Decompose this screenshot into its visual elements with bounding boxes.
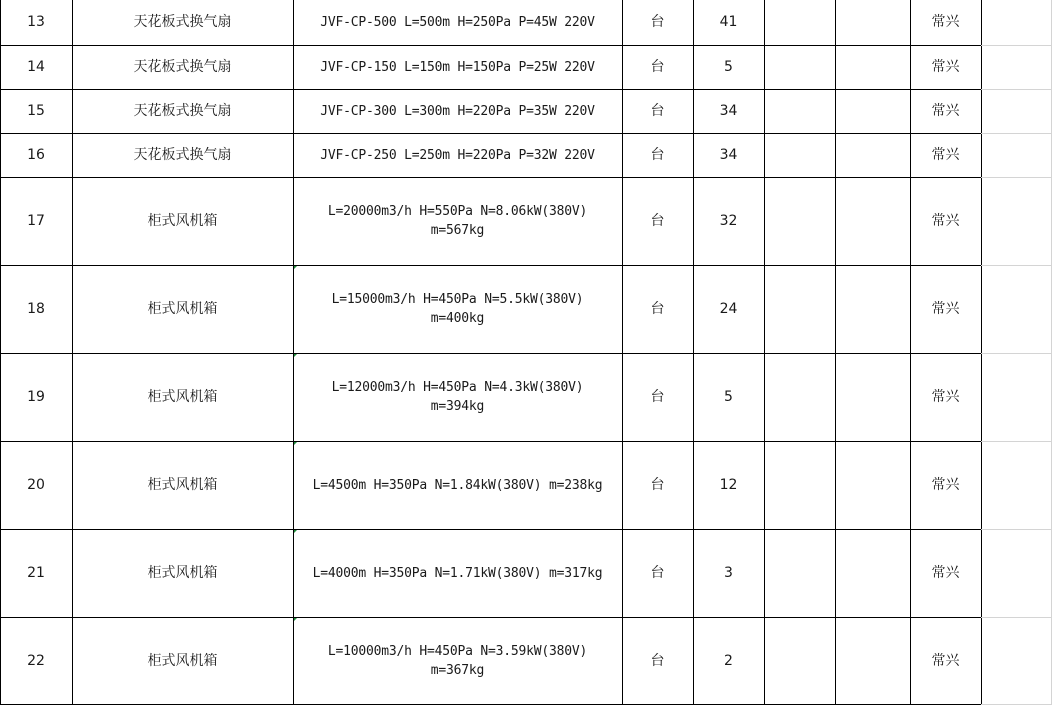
grid-line: [981, 529, 1052, 530]
empty-cell[interactable]: [764, 45, 835, 89]
empty-cell[interactable]: [764, 177, 835, 265]
spec-cell[interactable]: L=10000m3/h H=450Pa N=3.59kW(380V) m=367kg: [327, 644, 595, 678]
brand-cell[interactable]: 常兴: [931, 564, 960, 581]
item-name-cell[interactable]: 天花板式换气扇: [133, 146, 232, 163]
grid-line: [0, 441, 981, 442]
empty-cell[interactable]: [835, 89, 910, 133]
empty-cell[interactable]: [835, 177, 910, 265]
empty-cell[interactable]: [764, 265, 835, 353]
empty-cell[interactable]: [835, 617, 910, 705]
item-name-cell[interactable]: 柜式风机箱: [147, 564, 218, 581]
quantity-cell[interactable]: 24: [719, 300, 738, 317]
grid-line: [981, 617, 1052, 618]
row-number-cell[interactable]: 17: [27, 212, 45, 229]
row-number-cell[interactable]: 13: [27, 14, 45, 30]
empty-cell[interactable]: [835, 529, 910, 617]
table-row: [0, 441, 1052, 529]
spec-cell[interactable]: L=20000m3/h H=550Pa N=8.06kW(380V) m=567kg: [327, 204, 595, 238]
empty-cell[interactable]: [835, 45, 910, 89]
empty-cell[interactable]: [764, 0, 835, 45]
item-name-cell[interactable]: 天花板式换气扇: [133, 58, 232, 75]
spec-cell[interactable]: JVF-CP-150 L=150m H=150Pa P=25W 220V: [320, 59, 595, 75]
quantity-cell[interactable]: 41: [719, 14, 738, 30]
spec-cell[interactable]: L=4500m H=350Pa N=1.84kW(380V) m=238kg: [312, 477, 603, 493]
quantity-cell[interactable]: 12: [719, 476, 738, 493]
table-row: [0, 353, 1052, 441]
unit-cell[interactable]: 台: [650, 14, 665, 30]
brand-cell[interactable]: 常兴: [931, 388, 960, 405]
grid-line: [0, 133, 981, 134]
empty-cell[interactable]: [764, 441, 835, 529]
empty-cell[interactable]: [981, 45, 1052, 89]
row-number-cell[interactable]: 16: [27, 146, 45, 163]
empty-cell[interactable]: [981, 265, 1052, 353]
empty-cell[interactable]: [764, 89, 835, 133]
grid-line: [981, 353, 1052, 354]
table-row: [0, 617, 1052, 705]
quantity-cell[interactable]: 3: [724, 564, 733, 581]
unit-cell[interactable]: 台: [650, 300, 665, 317]
empty-cell[interactable]: [981, 0, 1052, 45]
spec-cell[interactable]: L=12000m3/h H=450Pa N=4.3kW(380V) m=394kg: [331, 380, 591, 414]
row-number-cell[interactable]: 14: [27, 58, 45, 75]
brand-cell[interactable]: 常兴: [931, 14, 960, 30]
grid-line: [0, 89, 981, 90]
grid-line: [981, 265, 1052, 266]
spec-cell[interactable]: L=4000m H=350Pa N=1.71kW(380V) m=317kg: [312, 565, 603, 581]
row-number-cell[interactable]: 22: [27, 652, 45, 669]
table-row: [0, 265, 1052, 353]
grid-line: [981, 89, 1052, 90]
spec-cell[interactable]: JVF-CP-500 L=500m H=250Pa P=45W 220V: [320, 15, 595, 30]
table-row: [0, 0, 1052, 45]
table-row: [0, 133, 1052, 177]
quantity-cell[interactable]: 34: [719, 102, 738, 119]
empty-cell[interactable]: [981, 441, 1052, 529]
empty-cell[interactable]: [835, 0, 910, 45]
unit-cell[interactable]: 台: [650, 652, 665, 669]
quantity-cell[interactable]: 5: [724, 388, 733, 405]
unit-cell[interactable]: 台: [650, 212, 665, 229]
empty-cell[interactable]: [835, 265, 910, 353]
empty-cell[interactable]: [981, 133, 1052, 177]
row-number-cell[interactable]: 18: [27, 300, 45, 317]
brand-cell[interactable]: 常兴: [931, 212, 960, 229]
item-name-cell[interactable]: 天花板式换气扇: [133, 14, 232, 30]
empty-cell[interactable]: [981, 177, 1052, 265]
brand-cell[interactable]: 常兴: [931, 58, 960, 75]
grid-line: [0, 353, 981, 354]
unit-cell[interactable]: 台: [650, 564, 665, 581]
item-name-cell[interactable]: 柜式风机箱: [147, 300, 218, 317]
empty-cell[interactable]: [764, 353, 835, 441]
empty-cell[interactable]: [764, 529, 835, 617]
empty-cell[interactable]: [764, 133, 835, 177]
row-number-cell[interactable]: 20: [27, 476, 45, 493]
spec-cell[interactable]: JVF-CP-300 L=300m H=220Pa P=35W 220V: [320, 103, 595, 119]
item-name-cell[interactable]: 天花板式换气扇: [133, 102, 232, 119]
spec-cell[interactable]: L=15000m3/h H=450Pa N=5.5kW(380V) m=400kg: [331, 292, 591, 326]
grid-line: [0, 265, 981, 266]
quantity-cell[interactable]: 2: [724, 652, 733, 669]
grid-line: [981, 45, 1052, 46]
empty-cell[interactable]: [835, 441, 910, 529]
table-row: [0, 529, 1052, 617]
unit-cell[interactable]: 台: [650, 58, 665, 75]
quantity-cell[interactable]: 32: [719, 212, 738, 229]
empty-cell[interactable]: [981, 529, 1052, 617]
quantity-cell[interactable]: 5: [724, 58, 733, 75]
empty-cell[interactable]: [835, 353, 910, 441]
item-name-cell[interactable]: 柜式风机箱: [147, 476, 218, 493]
empty-cell[interactable]: [981, 617, 1052, 705]
item-name-cell[interactable]: 柜式风机箱: [147, 388, 218, 405]
row-number-cell[interactable]: 21: [27, 564, 45, 581]
quantity-cell[interactable]: 34: [719, 146, 738, 163]
empty-cell[interactable]: [981, 353, 1052, 441]
grid-line: [0, 617, 981, 618]
brand-cell[interactable]: 常兴: [931, 476, 960, 493]
brand-cell[interactable]: 常兴: [931, 652, 960, 669]
grid-line: [981, 177, 1052, 178]
grid-line: [0, 177, 981, 178]
unit-cell[interactable]: 台: [650, 102, 665, 119]
unit-cell[interactable]: 台: [650, 476, 665, 493]
brand-cell[interactable]: 常兴: [931, 146, 960, 163]
empty-cell[interactable]: [835, 133, 910, 177]
unit-cell[interactable]: 台: [650, 388, 665, 405]
table-row: [0, 45, 1052, 89]
brand-cell[interactable]: 常兴: [931, 300, 960, 317]
item-name-cell[interactable]: 柜式风机箱: [147, 652, 218, 669]
grid-line: [0, 529, 981, 530]
item-name-cell[interactable]: 柜式风机箱: [147, 212, 218, 229]
table-row: [0, 177, 1052, 265]
row-number-cell[interactable]: 19: [27, 388, 45, 405]
empty-cell[interactable]: [981, 89, 1052, 133]
unit-cell[interactable]: 台: [650, 146, 665, 163]
brand-cell[interactable]: 常兴: [931, 102, 960, 119]
grid-line: [981, 441, 1052, 442]
spec-cell[interactable]: JVF-CP-250 L=250m H=220Pa P=32W 220V: [320, 147, 595, 163]
grid-line: [981, 133, 1052, 134]
table-row: [0, 89, 1052, 133]
grid-line: [0, 45, 981, 46]
empty-cell[interactable]: [764, 617, 835, 705]
row-number-cell[interactable]: 15: [27, 102, 45, 119]
